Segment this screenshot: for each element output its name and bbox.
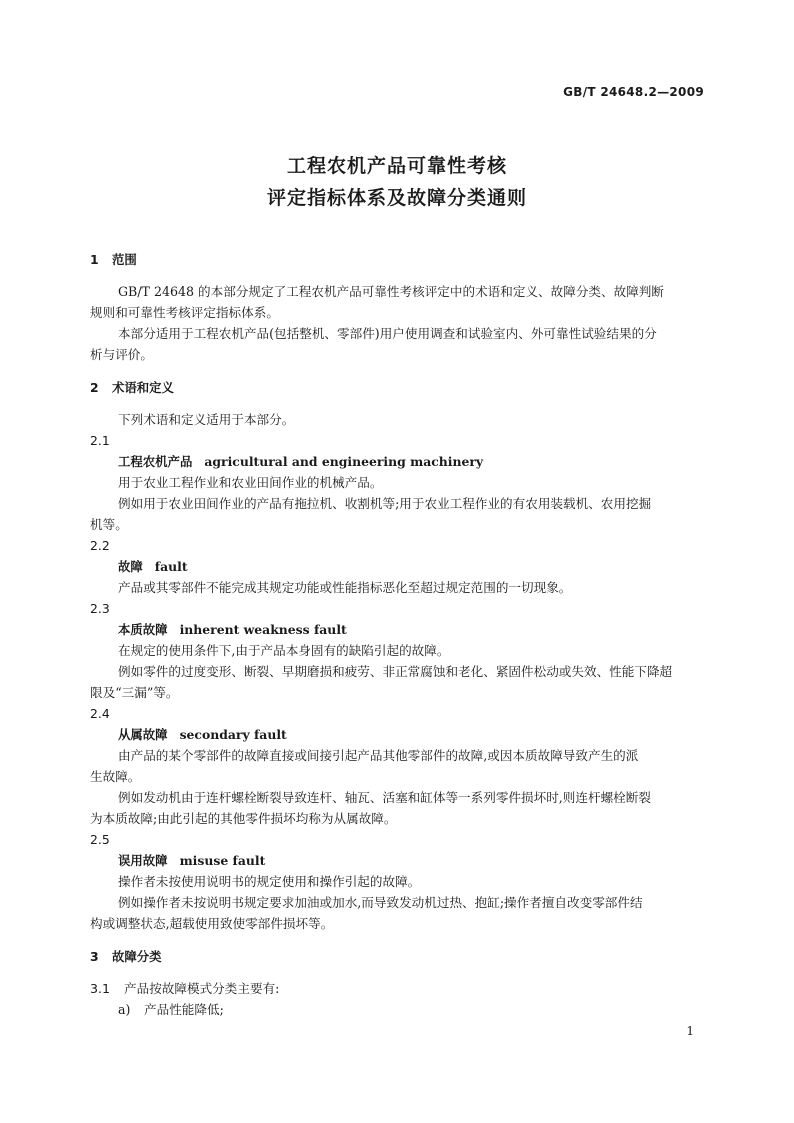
term-definition: 在规定的使用条件下,由于产品本身固有的缺陷引起的故障。 [118,643,450,658]
term-en: secondary fault [179,727,287,742]
section-title: 故障分类 [112,949,162,964]
subclause-text: 产品按故障模式分类主要有: [124,981,280,996]
list-item [90,999,704,1020]
paragraph-line: 析与评价。 [90,347,153,362]
term-number: 2.2 [90,538,110,553]
subclause-3-1 [90,978,704,999]
subclause-number: 3.1 [90,981,111,996]
page-number: 1 [686,1024,694,1038]
paragraph-line: 本部分适用于工程农机产品(包括整机、零部件)用户使用调查和试验室内、外可靠性试验结果的分 [118,326,657,341]
term-title [90,451,704,472]
section-title: 范围 [112,252,137,267]
term-example-line: 例如发动机由于连杆螺栓断裂导致连杆、轴瓦、活塞和缸体等一系列零件损坏时,则连杆螺栓断裂 [118,790,651,805]
term-example-line: 例如用于农业田间作业的产品有拖拉机、收割机等;用于农业工程作业的有农用装载机、农用挖掘 [118,496,652,511]
term-example-line: 例如操作者未按说明书规定要求加油或加水,而导致发动机过热、抱缸;操作者擅自改变零部件结 [118,895,643,910]
document-body [90,249,704,1020]
term-zh: 本质故障 [118,622,168,637]
term-definition-line: 生故障。 [90,769,141,784]
term-en: misuse fault [179,853,266,868]
list-item-label: a) [118,1002,131,1017]
term-title [90,556,704,577]
section-1-body [90,281,704,365]
list-item-text: 产品性能降低; [144,1002,224,1017]
term-definition: 产品或其零部件不能完成其规定功能或性能指标恶化至超过规定范围的一切现象。 [118,580,572,595]
term-definition-line: 由产品的某个零部件的故障直接或间接引起产品其他零部件的故障,或因本质故障导致产生的派 [118,748,639,763]
paragraph-line: 规则和可靠性考核评定指标体系。 [90,305,279,320]
term-zh: 工程农机产品 [118,454,193,469]
section-1-heading [90,249,704,270]
term-title [90,619,704,640]
section-2-heading [90,377,704,398]
term-title [90,724,704,745]
term-zh: 从属故障 [118,727,168,742]
term-number: 2.5 [90,832,110,847]
term-title [90,850,704,871]
term-example-line: 构或调整状态,超载使用致使零部件损坏等。 [90,916,334,931]
term-example-line: 限及“三漏”等。 [90,685,179,700]
term-number: 2.1 [90,433,110,448]
term-number: 2.3 [90,601,110,616]
term-zh: 误用故障 [118,853,168,868]
term-definition: 操作者未按使用说明书的规定使用和操作引起的故障。 [118,874,421,889]
term-example-line: 例如零件的过度变形、断裂、早期磨损和疲劳、非正常腐蚀和老化、紧固件松动或失效、性能下降超 [118,664,673,679]
term-en: agricultural and engineering machinery [204,454,484,469]
standard-code: GB/T 24648.2—2009 [563,85,704,99]
section-number: 2 [90,380,99,395]
term-definition: 用于农业工程作业和农业田间作业的机械产品。 [118,475,383,490]
section-title: 术语和定义 [112,380,174,395]
section-number: 1 [90,252,99,267]
term-zh: 故障 [118,559,143,574]
term-example-line: 为本质故障;由此引起的其他零件损坏均称为从属故障。 [90,811,397,826]
document-title-line2: 评定指标体系及故障分类通则 [266,187,527,209]
section-2-intro: 下列术语和定义适用于本部分。 [118,412,295,427]
document-title-line1: 工程农机产品可靠性考核 [286,155,507,177]
term-en: fault [154,559,188,574]
section-number: 3 [90,949,99,964]
term-en: inherent weakness fault [179,622,347,637]
term-example-line: 机等。 [90,517,128,532]
term-number: 2.4 [90,706,110,721]
section-3-heading [90,946,704,967]
paragraph-line: GB/T 24648 的本部分规定了工程农机产品可靠性考核评定中的术语和定义、故障分类、故障判断 [118,284,664,299]
